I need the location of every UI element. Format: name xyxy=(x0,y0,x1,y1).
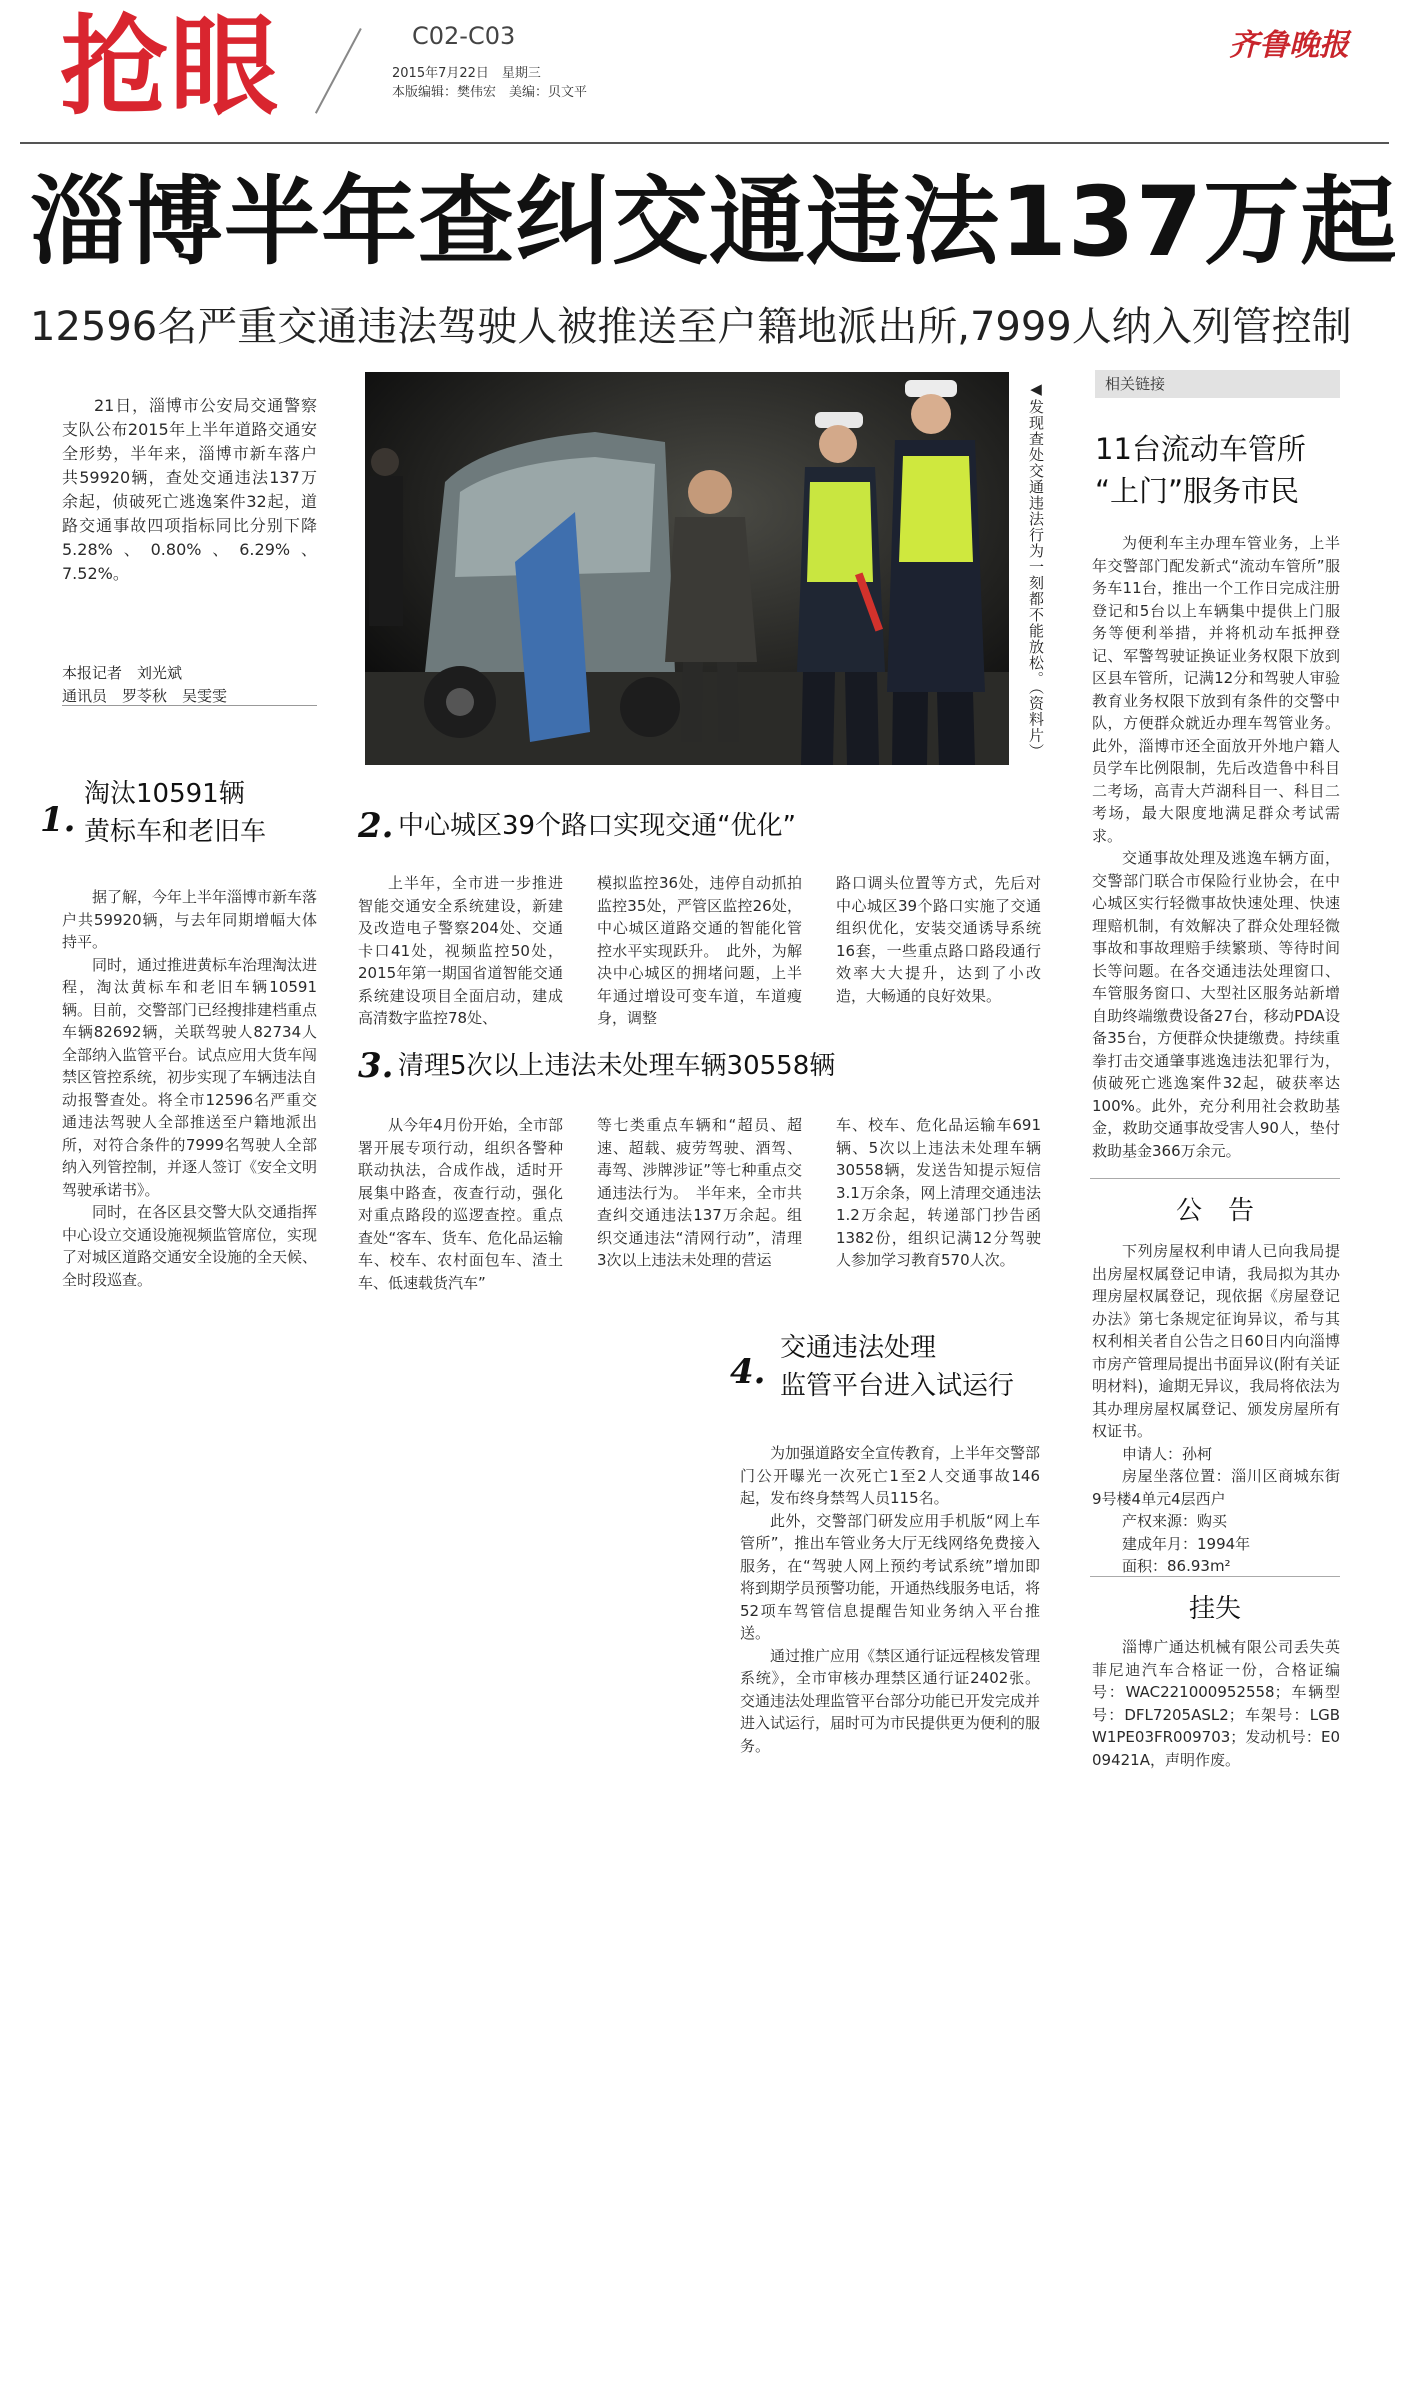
section-4-paragraph: 通过推广应用《禁区通行证远程核发管理系统》，全市审核办理禁区通行证2402张。交通违法处理监管平台部分功能已开发完成并进入试运行，届时可为市民提供更为便利的服务。 xyxy=(740,1646,1041,1755)
headline: 淄博半年查纠交通违法137万起 xyxy=(30,166,1398,278)
section-1-paragraph: 同时，通过推进黄标车治理淘汰进程，淘汰黄标车和老旧车辆10591辆。目前，交警部门已经搜排建档重点车辆82692辆，关联驾驶人82734人全部纳入监管平台。试点应用大货车闯禁区管控系统，初步实现了车辆违法自动报警查处。将全市12596名严重交通违法驾驶人全部推送至户籍地派出所，对符合条件的7999名驾驶人全部纳入列管控制，并逐人签订《安全文明驾驶承诺书》。 xyxy=(62,955,318,1199)
section-3-title: 清理5次以上违法未处理车辆30558辆 xyxy=(398,1051,836,1081)
section-1-title xyxy=(84,776,324,851)
section-2-title: 中心城区39个路口实现交通“优化” xyxy=(398,811,797,841)
section-1-paragraph: 同时，在各区县交警大队交通指挥中心设立交通设施视频监管席位，实现了对城区道路交通安全设施的全天候、全时段巡查。 xyxy=(62,1203,318,1289)
notice-heading: 公 告 xyxy=(1175,1196,1254,1226)
lost-body: 淄博广通达机械有限公司丢失英菲尼迪汽车合格证一份，合格证编号：WAC221000952558；车辆型号：DFL7205ASL2；车架号：LGBW1PE03FR009703；发动机号：E009421A，声明作废。 xyxy=(1092,1638,1340,1769)
photo-caption: ◀发现查处交通违法行为一刻都不能放松。（资料片） xyxy=(1027,380,1045,760)
section-1-number: 1. xyxy=(40,800,76,840)
page-code: C02-C03 xyxy=(412,22,516,50)
related-body xyxy=(1092,532,1340,1162)
notice-applicant: 申请人：孙柯 xyxy=(1122,1444,1213,1463)
section-1-body xyxy=(62,886,317,1291)
section-2-column-3: 路口调头位置等方式，先后对中心城区39个路口实施了交通组织优化，安装交通诱导系统16套，一些重点路口路段通行效率大大提升，达到了小改造，大畅通的良好效果。 xyxy=(836,874,1041,1005)
header-divider xyxy=(315,28,362,114)
lead-paragraph: 21日，淄博市公安局交通警察支队公布2015年上半年道路交通安全形势，半年来，淄博市新车落户共59920辆，查处交通违法137万余起，侦破死亡逃逸案件32起，道路交通事故四项指标同比分别下降5.28%、0.80%、6.29%、7.52%。 xyxy=(62,396,317,583)
section-3-column-3: 车、校车、危化品运输车691辆、5次以上违法未处理车辆30558辆，发送告知提示短信3.1万余条，网上清理交通违法1.2万余起，转递部门抄告函1382份，组织记满12分驾驶人参加学习教育570人次。 xyxy=(836,1116,1041,1269)
section-4-paragraph: 此外，交警部门研发应用手机版“网上车管所”，推出车管业务大厅无线网络免费接入服务，在“驾驶人网上预约考试系统”增加即将到期学员预警功能，开通热线服务电话，将52项车驾管信息提醒告知业务纳入平台推送。 xyxy=(740,1511,1041,1642)
notice-text: 下列房屋权利申请人已向我局提出房屋权属登记申请，我局拟为其办理房屋权属登记，现依据《房屋登记办法》第七条规定征询异议，希与其权利相关者自公告之日60日内向淄博市房产管理局提出书面异议(附有关证明材料)，逾期无异议，我局将依法为其办理房屋权属登记、颁发房屋所有权证书。 xyxy=(1092,1242,1340,1440)
related-paragraph: 为便利车主办理车管业务，上半年交警部门配发新式“流动车管所”服务车11台，推出一个工作日完成注册登记和5台以上车辆集中提供上门服务等便利举措，并将机动车抵押登记、军警驾驶证换证业务权限下放到区县车管所，记满12分和驾驶人审验教育业务权限下放到有条件的交警中队，方便群众就近办理车驾管业务。此外，淄博市还全面放开外地户籍人员学车比例限制，先后改造鲁中科目二考场，高青大芦湖科目一、科目二考场，最大限度地满足群众考试需求。 xyxy=(1092,534,1340,845)
byline-reporter: 本报记者 刘光斌 xyxy=(62,664,183,682)
byline-correspondents: 通讯员 罗苓秋 吴雯雯 xyxy=(62,686,228,705)
section-title: 抢眼 xyxy=(60,5,281,130)
related-title-line1: 11台流动车管所 xyxy=(1095,432,1306,466)
byline xyxy=(62,662,317,707)
related-title-line2: “上门”服务市民 xyxy=(1095,474,1300,509)
lost-heading: 挂失 xyxy=(1188,1594,1241,1624)
section-4-title-line2: 监管平台进入试运行 xyxy=(780,1370,1015,1401)
section-1-title-line2: 黄标车和老旧车 xyxy=(84,816,267,847)
notice-source: 产权来源：购买 xyxy=(1122,1512,1228,1530)
related-title xyxy=(1095,428,1340,512)
section-4-title-line1: 交通违法处理 xyxy=(780,1333,937,1363)
section-4-paragraph: 为加强道路安全宣传教育，上半年交警部门公开曝光一次死亡1至2人交通事故146起，发布终身禁驾人员115名。 xyxy=(740,1444,1041,1507)
section-2-number: 2. xyxy=(358,806,394,846)
section-1-paragraph: 据了解，今年上半年淄博市新车落户共59920辆，与去年同期增幅大体持平。 xyxy=(62,888,318,951)
notice-area: 面积：86.93m² xyxy=(1122,1557,1231,1575)
section-3-number: 3. xyxy=(358,1046,394,1086)
subheadline: 12596名严重交通违法驾驶人被推送至户籍地派出所,7999人纳入列管控制 xyxy=(30,304,1352,350)
publish-date: 2015年7月22日 星期三 xyxy=(392,66,541,81)
editors-line: 本版编辑：樊伟宏 美编：贝文平 xyxy=(392,85,588,100)
section-2-column-1: 上半年，全市进一步推进智能交通安全系统建设，新建及改造电子警察204处、交通卡口41处，视频监控50处，2015年第一期国省道智能交通系统建设项目全面启动，建成高清数字监控78处、 xyxy=(358,874,563,1027)
newspaper-masthead: 齐鲁晚报 xyxy=(1229,28,1349,63)
related-paragraph: 交通事故处理及逃逸车辆方面，交警部门联合市保险行业协会，在中心城区实行轻微事故快速处理、快速理赔机制，有效解决了群众处理轻微事故和事故理赔手续繁琐、等待时间长等问题。在各交通违法处理窗口、车管服务窗口、大型社区服务站新增自助终端缴费设备27台，移动PDA设备35台，方便群众快捷缴费。持续重拳打击交通肇事逃逸违法犯罪行为，侦破死亡逃逸案件32起，破获率达100%。此外，充分利用社会救助基金，救助交通事故受害人90人，垫付救助基金366万余元。 xyxy=(1092,849,1340,1160)
section-1-title-line1: 淘汰10591辆 xyxy=(84,779,245,809)
photo-illustration xyxy=(365,372,1009,765)
section-4-body xyxy=(740,1442,1040,1757)
header-rule xyxy=(20,142,1389,144)
section-2-column-2: 模拟监控36处，违停自动抓拍监控35处，严管区监控26处，中心城区道路交通的智能化管控水平实现跃升。 此外，为解决中心城区的拥堵问题，上半年通过增设可变车道，车道瘦身，调整 xyxy=(597,874,802,1027)
section-3-column-1: 从今年4月份开始，全市部署开展专项行动，组织各警种联动执法，合成作战，适时开展集中路查，夜查行动，强化对重点路段的巡逻查控。重点查处“客车、货车、危化品运输车、校车、农村面包车、渣土车、低速载货汽车” xyxy=(358,1116,563,1292)
section-4-title xyxy=(780,1330,1080,1405)
notice-location: 房屋坐落位置：淄川区商城东街9号楼4单元4层西户 xyxy=(1092,1467,1340,1508)
notice-rule xyxy=(1090,1178,1340,1179)
notice-body xyxy=(1092,1240,1340,1578)
section-4-number: 4. xyxy=(730,1352,766,1392)
related-links-tag: 相关链接 xyxy=(1095,370,1340,398)
section-3-column-2: 等七类重点车辆和“超员、超速、超载、疲劳驾驶、酒驾、毒驾、涉牌涉证”等七种重点交通违法行为。 半年来，全市共查纠交通违法137万余起。组织交通违法“清网行动”，清理3次以上违法未处理的营运 xyxy=(597,1116,802,1269)
lost-rule xyxy=(1090,1576,1340,1577)
news-photo xyxy=(365,372,1009,765)
notice-built: 建成年月：1994年 xyxy=(1122,1534,1251,1553)
byline-rule xyxy=(62,705,317,706)
